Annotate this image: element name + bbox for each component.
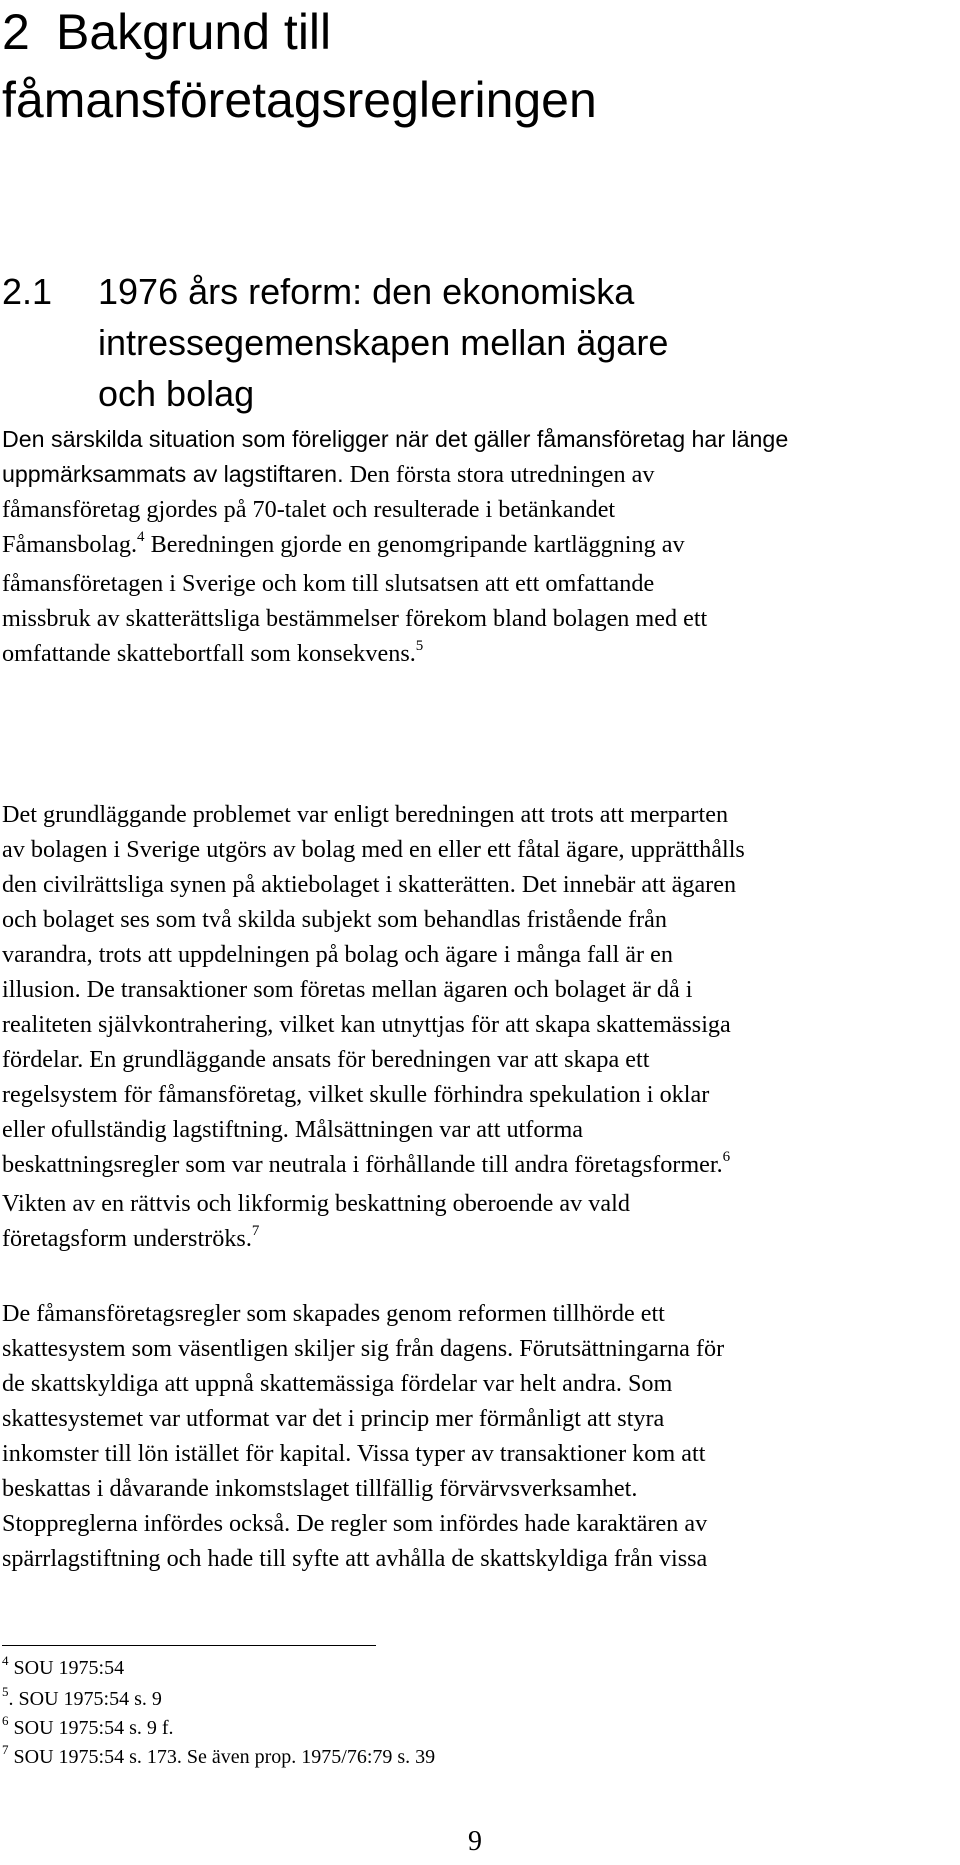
chapter-heading: [2, 0, 942, 134]
chapter-number: 2: [2, 4, 30, 60]
paragraph-1-line: missbruk av skatterättsliga bestämmelser förekom bland bolagen med ett: [2, 605, 708, 632]
paragraph-1-line: Beredningen gjorde en genomgripande kartläggning av: [144, 531, 685, 558]
paragraph-2-line: regelsystem för fåmansföretag, vilket skulle förhindra spekulation i oklar: [2, 1081, 710, 1108]
footnote-5: [2, 1686, 162, 1714]
paragraph-2-line: realiteten självkontrahering, vilket kan utnyttjas för att skapa skattemässiga: [2, 1011, 731, 1038]
paragraph-2-line: Vikten av en rättvis och likformig beskattning oberoende av vald: [2, 1190, 630, 1217]
section-number: 2.1: [2, 271, 53, 312]
paragraph-2-line: den civilrättsliga synen på aktiebolaget i skatterätten. Det innebär att ägaren: [2, 871, 737, 898]
paragraph-2-line: Det grundläggande problemet var enligt beredningen att trots att merparten: [2, 801, 729, 828]
footnote-ref-5[interactable]: 5: [415, 638, 424, 654]
footnote-mark: 7: [2, 1742, 9, 1757]
paragraph-3-line: Stoppreglerna infördes också. De regler som infördes hade karaktären av: [2, 1510, 708, 1537]
paragraph-2-line: illusion. De transaktioner som företas mellan ägaren och bolaget är då i: [2, 976, 693, 1003]
footnote-text: . SOU 1975:54 s. 9: [8, 1688, 162, 1710]
page-number: 9: [468, 1826, 482, 1857]
footnote-text: SOU 1975:54 s. 173. Se även prop. 1975/76:79 s. 39: [8, 1746, 436, 1768]
chapter-title-line1: Bakgrund till: [56, 4, 332, 60]
paragraph-2-line: varandra, trots att uppdelningen på bolag och ägare i många fall är en: [2, 941, 673, 968]
footnote-divider: [2, 1645, 376, 1646]
section-title-line1: 1976 års reform: den ekonomiska: [98, 271, 635, 312]
section-title: [98, 266, 858, 419]
footnote-ref-7[interactable]: 7: [251, 1223, 260, 1239]
paragraph-3: [2, 1296, 958, 1576]
footnote-text: SOU 1975:54 s. 9 f.: [8, 1717, 174, 1739]
paragraph-2-line: och bolaget ses som två skilda subjekt som behandlas fristående från: [2, 906, 667, 933]
section-title-line2: intressegemenskapen mellan ägare: [98, 322, 669, 363]
paragraph-2-line: företagsform underströks.: [2, 1225, 252, 1252]
paragraph-3-line: de skattskyldiga att uppnå skattemässiga fördelar var helt andra. Som: [2, 1370, 673, 1397]
paragraph-1-line: Den första stora utredningen av: [343, 461, 655, 488]
paragraph-1-line: fåmansföretag gjordes på 70-talet och resulterade i betänkandet: [2, 496, 616, 523]
paragraph-2-line: av bolagen i Sverige utgörs av bolag med en eller ett fåtal ägare, upprätthålls: [2, 836, 745, 863]
section-heading: [2, 266, 942, 414]
paragraph-1-line: omfattande skattebortfall som konsekvens.: [2, 640, 416, 667]
paragraph-1-line: fåmansföretagen i Sverige och kom till slutsatsen att ett omfattande: [2, 570, 655, 597]
paragraph-1-line: uppmärksammats av lagstiftaren.: [2, 461, 344, 487]
chapter-title-line2: fåmansföretagsregleringen: [2, 72, 597, 128]
paragraph-1-line: Fåmansbolag.: [2, 531, 138, 558]
paragraph-2-line: beskattningsregler som var neutrala i förhållande till andra företagsformer.: [2, 1151, 723, 1178]
paragraph-2-line: eller ofullständig lagstiftning. Målsättningen var att utforma: [2, 1116, 584, 1143]
paragraph-1-line: Den särskilda situation som föreligger när det gäller fåmansföretag har länge: [2, 426, 789, 452]
footnote-mark: 6: [2, 1713, 9, 1728]
footnote-6: [2, 1715, 174, 1743]
paragraph-3-line: inkomster till lön istället för kapital. Vissa typer av transaktioner kom att: [2, 1440, 706, 1467]
paragraph-3-line: skattesystem som väsentligen skiljer sig från dagens. Förutsättningarna för: [2, 1335, 725, 1362]
footnote-ref-4[interactable]: 4: [137, 529, 145, 545]
footnote-mark: 4: [2, 1653, 9, 1668]
paragraph-3-line: De fåmansföretagsregler som skapades genom reformen tillhörde ett: [2, 1300, 665, 1327]
section-title-line3: och bolag: [98, 373, 255, 414]
paragraph-3-line: beskattas i dåvarande inkomstslaget tillfällig förvärvsverksamhet.: [2, 1475, 638, 1502]
paragraph-2-line: fördelar. En grundläggande ansats för beredningen var att skapa ett: [2, 1046, 650, 1073]
footnote-4: [2, 1655, 124, 1683]
footnote-mark: 5: [2, 1684, 9, 1699]
paragraph-3-line: spärrlagstiftning och hade till syfte att avhålla de skattskyldiga från vissa: [2, 1545, 708, 1572]
paragraph-3-line: skattesystemet var utformat var det i princip mer förmånligt att styra: [2, 1405, 665, 1432]
paragraph-2: [2, 797, 958, 1260]
footnote-text: SOU 1975:54: [8, 1657, 125, 1679]
footnote-7: [2, 1744, 435, 1772]
paragraph-1: [2, 422, 958, 675]
footnote-ref-6[interactable]: 6: [722, 1149, 731, 1165]
